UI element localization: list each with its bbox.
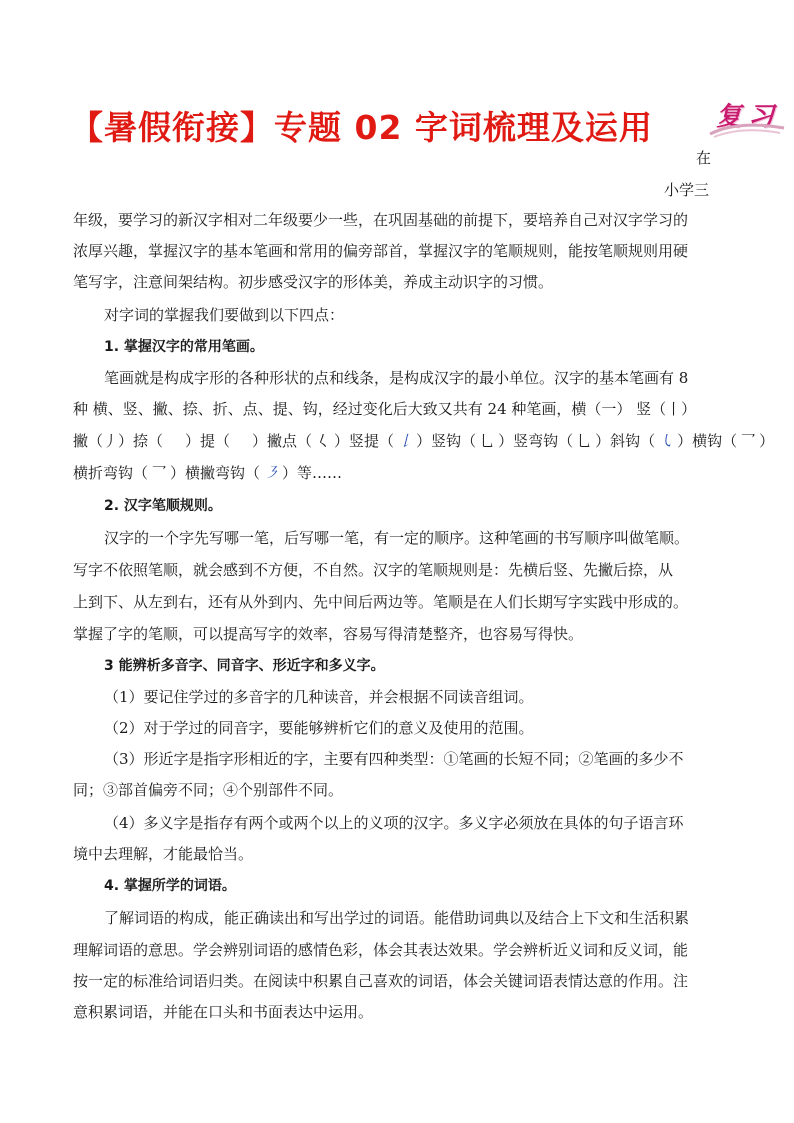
text-line: 同；③部首偏旁不同；④个别部件不同。 <box>73 781 344 799</box>
section-heading-4: 4. 掌握所学的词语。 <box>104 878 236 894</box>
logo-char-1: 复 <box>716 102 743 132</box>
text-line: 小学三 <box>664 181 710 199</box>
text-line: 在 <box>696 149 712 167</box>
text-span: ）竖弯钩（ <box>498 432 574 450</box>
text-line: 汉字的一个字先写哪一笔，后写哪一笔，有一定的顺序。这种笔画的书写顺序叫做笔顺。 <box>104 529 690 547</box>
shuwangou-stroke: 乚 <box>576 432 592 450</box>
logo-swoosh-icon <box>708 118 786 140</box>
stroke-list-line <box>73 463 746 483</box>
shuti-stroke: 𠄌 <box>397 432 413 450</box>
hengzhewangou-stroke: 乛 <box>151 464 167 482</box>
text-line: 了解词语的构成，能正确读出和写出学过的词语。能借助词典以及结合上下文和生活积累 <box>104 909 690 927</box>
text-span: ） <box>759 432 775 450</box>
text-line: 意积累词语，并能在口头和书面表达中运用。 <box>73 1003 374 1021</box>
section-heading-3: 3 能辨析多音字、同音字、形近字和多义字。 <box>104 658 385 674</box>
text-span: 横折弯钩（ <box>73 464 149 482</box>
page-title: 【暑假衔接】专题 02 字词梳理及运用 <box>70 108 653 147</box>
text-line: 掌握了字的笔顺，可以提高写字的效率，容易写得清楚整齐，也容易写得快。 <box>73 625 584 643</box>
xiegou-stroke: ㇂ <box>658 432 674 450</box>
text-line: （4）多义字是指存有两个或两个以上的义项的汉字。多义字必须放在具体的句子语言环 <box>104 814 684 832</box>
henggou-stroke: 乛 <box>740 432 756 450</box>
logo-char-2: 习 <box>748 102 775 132</box>
text-line: （2）对于学过的同音字，要能够辨析它们的意义及使用的范围。 <box>104 719 534 737</box>
text-line: 笔写字，注意间架结构。初步感受汉字的形体美，养成主动识字的习惯。 <box>73 273 554 291</box>
text-line: 境中去理解，才能最恰当。 <box>73 845 254 863</box>
na-stroke <box>163 431 185 451</box>
text-line: 按一定的标准给词语归类。在阅读中积累自己喜欢的词语，体会关键词语表情达意的作用。注 <box>73 972 689 990</box>
stroke-list-line <box>73 431 775 451</box>
text-span: ）撇点（ <box>252 432 313 450</box>
text-line: 上到下、从左到右，还有从外到内、先中间后两边等。笔顺是在人们长期写字实践中形成的。 <box>73 593 689 611</box>
text-line: 年级，要学习的新汉字相对二年级要少一些，在巩固基础的前提下，要培养自己对汉字学习的 <box>73 211 689 229</box>
ti-stroke <box>230 431 252 451</box>
hengpiewangou-stroke: ㇋ <box>263 464 279 482</box>
review-logo <box>708 94 786 142</box>
text-span: ）竖提（ <box>334 432 395 450</box>
text-span: ）横钩（ <box>677 432 738 450</box>
text-line: 种 横、竖、撇、捺、折、点、提、钩，经过变化后大致又共有 24 种笔画，横（一） 竖（丨） <box>73 400 697 418</box>
piedian-stroke: 𡿨 <box>315 432 331 450</box>
text-line: （3）形近字是指字形相近的字，主要有四种类型：①笔画的长短不同；②笔画的多少不 <box>104 750 684 768</box>
text-span: 撇（丿）捺（ <box>73 432 164 450</box>
text-line: （1）要记住学过的多音字的几种读音，并会根据不同读音组词。 <box>104 688 534 706</box>
text-line: 写字不依照笔顺，就会感到不方便，不自然。汉字的笔顺规则是：先横后竖、先撇后捺，从 <box>73 561 674 579</box>
text-line: 理解词语的意思。学会辨别词语的感情色彩，体会其表达效果。学会辨析近义词和反义词，能 <box>73 941 689 959</box>
text-line: 笔画就是构成字形的各种形状的点和线条，是构成汉字的最小单位。汉字的基本笔画有 8 <box>104 369 689 387</box>
section-heading-1: 1. 掌握汉字的常用笔画。 <box>104 339 264 355</box>
text-span: ）横撇弯钩（ <box>170 464 261 482</box>
text-span: ）竖钩（ <box>416 432 477 450</box>
section-heading-2: 2. 汉字笔顺规则。 <box>104 498 222 514</box>
text-line: 对字词的掌握我们要做到以下四点： <box>104 306 345 324</box>
text-line: 浓厚兴趣，掌握汉字的基本笔画和常用的偏旁部首，掌握汉字的笔顺规则，能按笔顺规则用硬 <box>73 242 689 260</box>
text-span: ）提（ <box>185 432 231 450</box>
text-span: ）等…… <box>282 464 343 482</box>
text-span: ）斜钩（ <box>595 432 656 450</box>
shugou-stroke: 乚 <box>479 432 495 450</box>
